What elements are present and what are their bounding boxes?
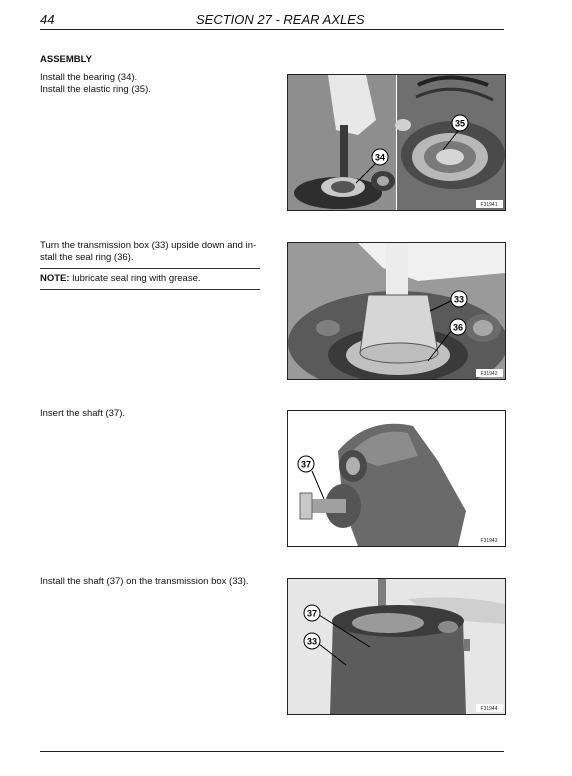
step-2-text <box>40 240 256 264</box>
figure-3-code: F31943 <box>480 538 498 544</box>
figure-4-code: F31944 <box>480 706 498 712</box>
note-rule-bottom <box>40 289 260 290</box>
section-title: SECTION 27 - REAR AXLES <box>196 12 365 27</box>
callout-34: 34 <box>374 152 386 163</box>
assembly-heading: ASSEMBLY <box>40 54 92 65</box>
callout-36: 36 <box>452 322 464 333</box>
callout-33-b: 33 <box>306 636 318 647</box>
page-number: 44 <box>40 12 55 27</box>
header-divider <box>40 29 504 30</box>
figure-2-code: F31942 <box>480 371 498 377</box>
step-2-line-2: stall the seal ring (36). <box>40 252 134 263</box>
note-text: lubricate seal ring with grease. <box>69 273 201 284</box>
step-1-text <box>40 72 151 96</box>
step-2-note <box>40 273 201 285</box>
step-4-text <box>40 576 249 588</box>
callout-37: 37 <box>300 459 312 470</box>
step-1-line-1: Install the bearing (34). <box>40 72 138 83</box>
note-rule-top <box>40 268 260 269</box>
step-3-text <box>40 408 125 420</box>
step-4-line-1: Install the shaft (37) on the transmission box (33). <box>40 576 249 587</box>
footer-divider <box>40 751 504 752</box>
callout-37-b: 37 <box>306 608 318 619</box>
figure-1-code: F31941 <box>480 202 498 208</box>
callout-33: 33 <box>453 294 465 305</box>
figure-shaft-on-box <box>287 578 506 715</box>
note-label: NOTE: <box>40 273 70 284</box>
step-2-line-1: Turn the transmission box (33) upside down and in- <box>40 240 257 251</box>
figure-shaft-insert <box>287 410 506 547</box>
figure-seal-ring-install <box>287 242 506 380</box>
callout-35: 35 <box>454 118 466 129</box>
step-3-line-1: Insert the shaft (37). <box>40 408 126 419</box>
step-1-line-2: Install the elastic ring (35). <box>40 84 151 95</box>
figure-bearing-install <box>287 74 506 211</box>
